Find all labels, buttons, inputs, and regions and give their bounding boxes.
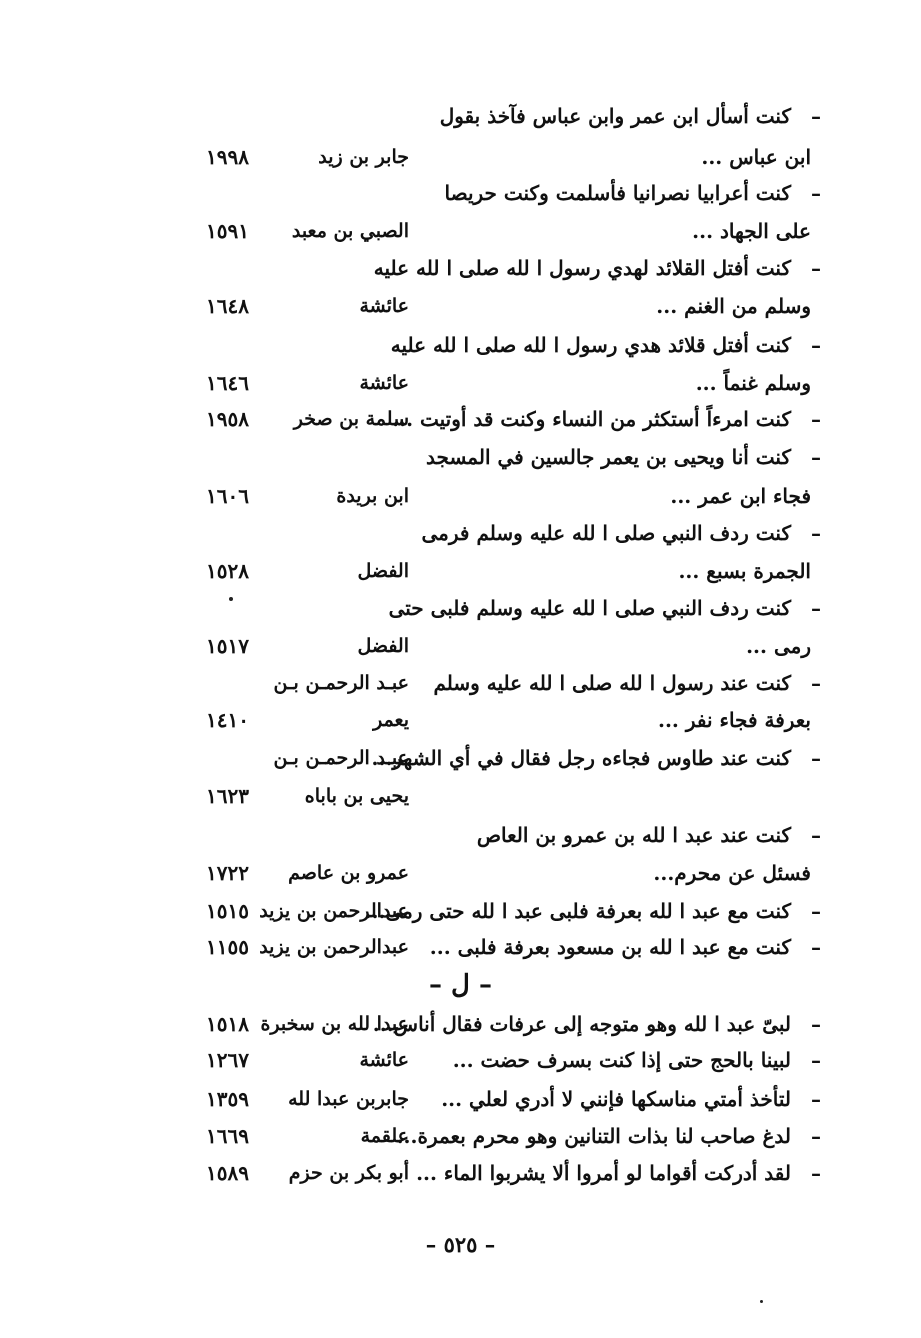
- narrator: أبو بكر بن حزم: [288, 1162, 409, 1184]
- hadith-number: ١٦٢٣: [206, 784, 249, 808]
- hadith-text: كنت عند عبد ا لله بن عمرو بن العاص: [476, 823, 791, 847]
- narrator: جابربن عبدا لله: [288, 1088, 409, 1110]
- hadith-text: كنت امرءاً أستكثر من النساء وكنت قد أوتيت ...: [392, 407, 791, 431]
- hadith-text: كنت مع عبد ا لله بعرفة فلبى عبد ا لله حتى رمى...: [364, 899, 791, 923]
- narrator-line-1: عبـد الرحمـن بـن: [273, 747, 409, 769]
- hadith-number: ١٧٢٢: [206, 861, 249, 885]
- narrator: الفضل: [357, 635, 409, 657]
- narrator: عائشة: [359, 295, 409, 317]
- entry-dash: –: [811, 671, 821, 695]
- hadith-number: ١٥١٧: [206, 634, 249, 658]
- hadith-text: كنت أعرابيا نصرانيا فأسلمت وكنت حريصا: [444, 181, 791, 205]
- entry-dash: –: [811, 256, 821, 280]
- hadith-number: ١٥٢٨: [206, 559, 249, 583]
- hadith-number: ١٥١٥: [206, 899, 249, 923]
- hadith-number: ١٦٤٨: [206, 294, 249, 318]
- hadith-continuation: ابن عباس ...: [701, 145, 811, 169]
- hadith-number: ١٦٤٦: [206, 371, 249, 395]
- entry-dash: –: [811, 181, 821, 205]
- hadith-text: كنت أسأل ابن عمر وابن عباس فآخذ بقول: [439, 104, 791, 128]
- hadith-number: ١٦٦٩: [206, 1124, 249, 1148]
- hadith-text: كنت أنا ويحيى بن يعمر جالسين في المسجد: [426, 445, 791, 469]
- ink-speck: [229, 597, 233, 601]
- entry-dash: –: [811, 104, 821, 128]
- narrator: عبدالرحمن بن يزيد: [259, 900, 409, 922]
- narrator: الفضل: [357, 560, 409, 582]
- entry-dash: –: [811, 1124, 821, 1148]
- hadith-text: لبىّ عبد ا لله وهو متوجه إلى عرفات فقال أناس...: [372, 1012, 791, 1036]
- hadith-number: ١٥٩١: [206, 219, 249, 243]
- entry-dash: –: [811, 596, 821, 620]
- page-number: – ٥٢٥ –: [425, 1232, 496, 1257]
- hadith-number: ١٤١٠: [206, 708, 249, 732]
- narrator: علقمة: [360, 1125, 409, 1147]
- entry-dash: –: [811, 407, 821, 431]
- hadith-continuation: وسلم غنماً ...: [695, 371, 811, 395]
- hadith-continuation: رمى ...: [746, 634, 811, 658]
- hadith-text: لقد أدركت أقواما لو أمروا ألا يشربوا الماء ...: [416, 1161, 791, 1185]
- hadith-number: ١٥١٨: [206, 1012, 249, 1036]
- ink-speck: [760, 1300, 763, 1303]
- hadith-text: كنت أفتل القلائد لهدي رسول ا لله صلى ا لله عليه: [373, 256, 791, 280]
- hadith-text: كنت ردف النبي صلى ا لله عليه وسلم فلبى حتى: [388, 596, 791, 620]
- entry-dash: –: [811, 1161, 821, 1185]
- section-heading: – ل –: [429, 970, 492, 1000]
- entry-dash: –: [811, 1012, 821, 1036]
- hadith-continuation: فسئل عن محرم...: [653, 861, 811, 885]
- entry-dash: –: [811, 899, 821, 923]
- entry-dash: –: [811, 746, 821, 770]
- hadith-continuation: وسلم من الغنم ...: [656, 294, 811, 318]
- hadith-text: كنت عند رسول ا لله صلى ا لله عليه وسلم: [433, 671, 791, 695]
- hadith-text: كنت ردف النبي صلى ا لله عليه وسلم فرمى: [421, 521, 791, 545]
- hadith-number: ١١٥٥: [206, 935, 249, 959]
- hadith-text: لبينا بالحج حتى إذا كنت بسرف حضت ...: [452, 1048, 791, 1072]
- narrator: يعمر: [373, 709, 409, 731]
- hadith-continuation: فجاء ابن عمر ...: [670, 484, 811, 508]
- hadith-continuation: على الجهاد ...: [692, 219, 811, 243]
- narrator: عبدا لله بن سخبرة: [260, 1013, 409, 1035]
- entry-dash: –: [811, 445, 821, 469]
- entry-dash: –: [811, 823, 821, 847]
- entry-dash: –: [811, 1048, 821, 1072]
- hadith-number: ١٣٥٩: [206, 1087, 249, 1111]
- entry-dash: –: [811, 935, 821, 959]
- narrator: يحيى بن باباه: [304, 785, 409, 807]
- narrator: عائشة: [359, 372, 409, 394]
- hadith-number: ١٩٥٨: [206, 407, 249, 431]
- hadith-continuation: بعرفة فجاء نفر ...: [658, 708, 811, 732]
- narrator: جابر بن زيد: [318, 146, 409, 168]
- hadith-text: كنت أفتل قلائد هدي رسول ا لله صلى ا لله عليه: [390, 333, 791, 357]
- narrator: سلمة بن صخر: [293, 408, 409, 430]
- hadith-number: ١٢٦٧: [206, 1048, 249, 1072]
- hadith-text: كنت مع عبد ا لله بن مسعود بعرفة فلبى ...: [429, 935, 791, 959]
- hadith-text: لتأخذ أمتي مناسكها فإنني لا أدري لعلي ...: [441, 1087, 791, 1111]
- entry-dash: –: [811, 333, 821, 357]
- hadith-number: ١٦٠٦: [206, 484, 249, 508]
- hadith-number: ١٩٩٨: [206, 145, 249, 169]
- narrator: عبدالرحمن بن يزيد: [259, 936, 409, 958]
- entry-dash: –: [811, 521, 821, 545]
- narrator: الصبي بن معبد: [291, 220, 409, 242]
- narrator: عائشة: [359, 1049, 409, 1071]
- narrator-line-1: عبـد الرحمـن بـن: [273, 672, 409, 694]
- hadith-text: لدغ صاحب لنا بذات التنانين وهو محرم بعمرة...: [396, 1124, 791, 1148]
- hadith-text: كنت عند طاوس فجاءه رجل فقال في أي الشهر...: [371, 746, 791, 770]
- hadith-number: ١٥٨٩: [206, 1161, 249, 1185]
- entry-dash: –: [811, 1087, 821, 1111]
- narrator: ابن بريدة: [336, 485, 409, 507]
- narrator: عمرو بن عاصم: [288, 862, 409, 884]
- hadith-continuation: الجمرة بسبع ...: [678, 559, 811, 583]
